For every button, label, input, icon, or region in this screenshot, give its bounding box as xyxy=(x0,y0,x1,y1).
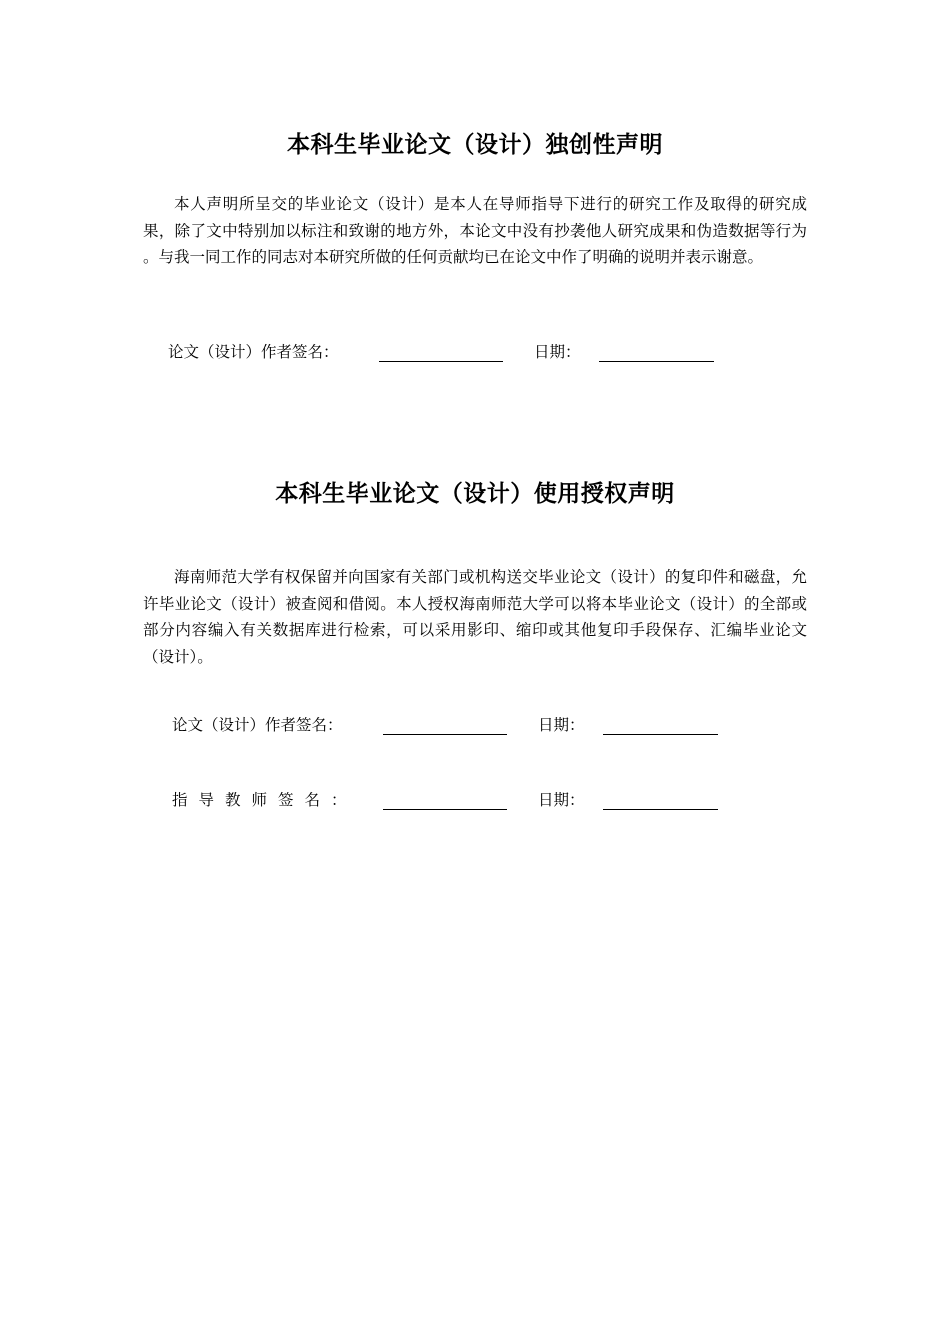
author-signature-label: 论文（设计）作者签名： xyxy=(172,716,343,734)
date-field[interactable] xyxy=(603,734,718,735)
date-label: 日期： xyxy=(538,716,585,734)
date-label: 日期： xyxy=(534,343,581,361)
date-field[interactable] xyxy=(603,809,718,810)
advisor-signature-label: 指导教师签名： xyxy=(172,791,358,809)
originality-declaration-title: 本科生毕业论文（设计）独创性声明 xyxy=(287,132,663,158)
date-label: 日期： xyxy=(538,791,585,809)
author-signature-field[interactable] xyxy=(383,734,507,735)
authorization-advisor-signature-row xyxy=(172,788,732,812)
usage-authorization-paragraph: 海南师范大学有权保留并向国家有关部门或机构送交毕业论文（设计）的复印件和磁盘，允许毕业论文（设计）被查阅和借阅。本人授权海南师范大学可以将本毕业论文（设计）的全部或部分内容编入有关数据库进行检索，可以采用影印、缩印或其他复印手段保存、汇编毕业论文（设计）。 xyxy=(143,568,807,666)
usage-authorization-title: 本科生毕业论文（设计）使用授权声明 xyxy=(275,481,675,507)
authorization-author-signature-row xyxy=(172,713,732,737)
author-signature-label: 论文（设计）作者签名： xyxy=(168,343,339,361)
declaration-signature-row xyxy=(168,340,728,364)
date-field[interactable] xyxy=(599,361,714,362)
originality-declaration-paragraph: 本人声明所呈交的毕业论文（设计）是本人在导师指导下进行的研究工作及取得的研究成果，除了文中特别加以标注和致谢的地方外，本论文中没有抄袭他人研究成果和伪造数据等行为 。与我一同工作的同志对本研究所做的任何贡献均已在论文中作了明确的说明并表示谢意。 xyxy=(143,195,807,266)
author-signature-field[interactable] xyxy=(379,361,503,362)
advisor-signature-field[interactable] xyxy=(383,809,507,810)
